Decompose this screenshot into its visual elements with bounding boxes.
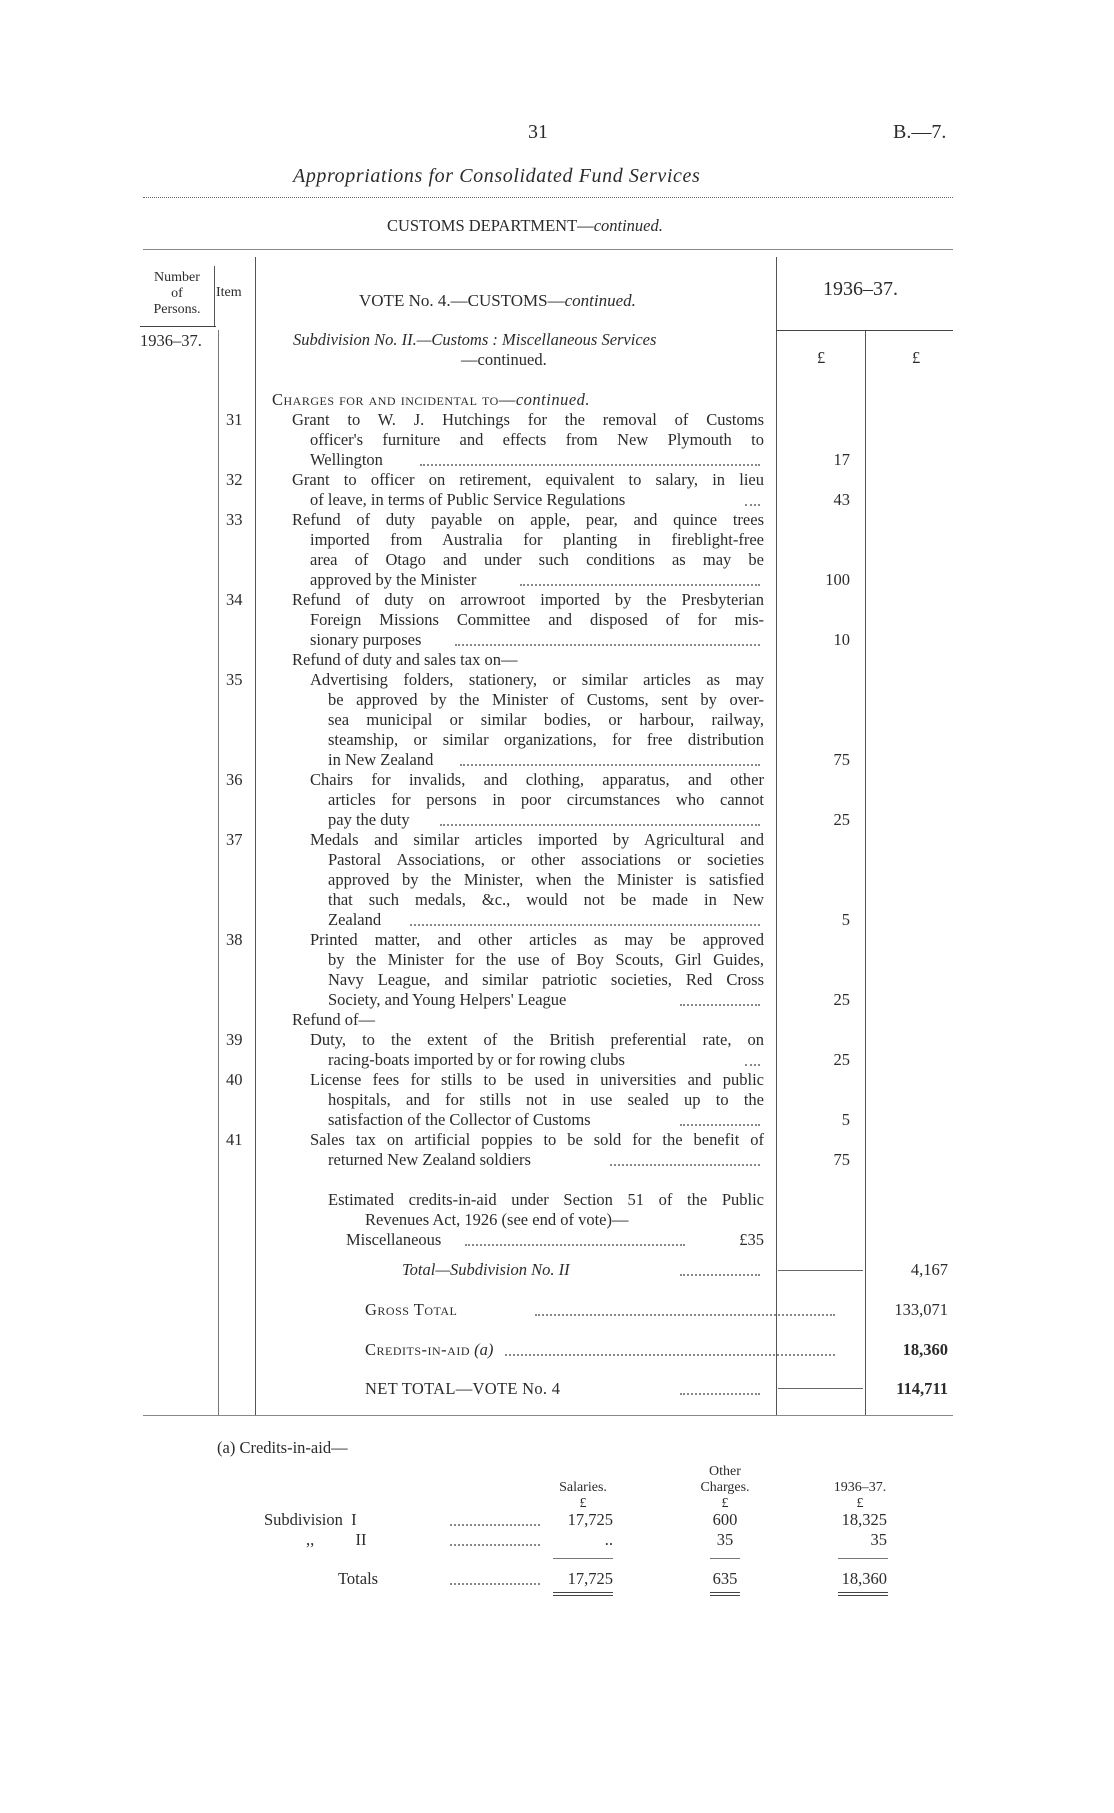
footnote-sum-rule — [838, 1558, 888, 1559]
item-amount: 75 — [833, 1150, 850, 1169]
vote-heading-continued: continued. — [564, 291, 636, 310]
persons-header-line1: Number — [154, 270, 200, 285]
persons-year: 1936–37. — [140, 331, 202, 350]
footnote-totals-year: 18,360 — [841, 1569, 887, 1588]
document-reference: B.—7. — [893, 121, 947, 143]
item-amount: 5 — [841, 910, 850, 929]
leader-dots — [450, 1544, 540, 1546]
footnote-double-rule — [838, 1595, 888, 1596]
estimated-credits-amount: £35 — [739, 1230, 764, 1249]
leader-dots — [535, 1314, 835, 1316]
footnote-totals-salaries: 17,725 — [567, 1569, 613, 1588]
item-text-line: Medals and similar articles imported by Agricultural and — [310, 830, 764, 849]
item-text-line: Zealand — [328, 910, 382, 929]
item-amount: 100 — [825, 570, 850, 589]
page-number: 31 — [528, 121, 548, 143]
footnote-sum-rule — [553, 1558, 613, 1559]
leader-dots — [680, 1004, 760, 1006]
title-rule — [143, 197, 953, 198]
subdivision-heading-line2: —continued. — [461, 350, 547, 369]
leader-dots — [465, 1244, 685, 1246]
item-text-line: pay the duty — [328, 810, 410, 829]
header-top-rule — [143, 249, 953, 250]
item-text-line: approved by the Minister, when the Minister is satisfied — [328, 870, 764, 889]
footnote-row-salaries: .. — [604, 1530, 613, 1549]
item-text-line: racing-boats imported by or for rowing clubs — [328, 1050, 625, 1069]
credits-in-aid-row — [365, 1340, 493, 1360]
item-column-rule-right — [255, 257, 256, 1415]
leader-dots — [450, 1583, 540, 1585]
item-amount: 5 — [841, 1110, 850, 1129]
credits-in-aid-value: 18,360 — [902, 1340, 948, 1359]
item-amount: 75 — [833, 750, 850, 769]
footnote-double-rule — [553, 1592, 613, 1593]
item-amount: 25 — [833, 810, 850, 829]
item-text-line: Printed matter, and other articles as may be approved — [310, 930, 764, 949]
footnote-row-year: 18,325 — [841, 1510, 887, 1529]
leader-dots — [745, 504, 760, 506]
item-text-line: Wellington — [310, 450, 383, 469]
gross-total-label: Gross Total — [365, 1300, 458, 1319]
footnote-currency: £ — [721, 1496, 729, 1511]
footnote-double-rule — [710, 1592, 740, 1593]
item-text-line: officer's furniture and effects from New Plymouth to — [310, 430, 764, 449]
subdivision-total-label: Total—Subdivision No. II — [402, 1260, 570, 1279]
footnote-row-label: ,, II — [306, 1530, 367, 1549]
leader-dots — [450, 1524, 540, 1526]
credits-in-aid-label: Credits-in-aid — [365, 1340, 470, 1359]
footnote-currency: £ — [579, 1496, 587, 1511]
item-text-line: that such medals, &c., would not be made in New — [328, 890, 764, 909]
item-column-rule-left — [218, 330, 219, 1415]
leader-dots — [680, 1124, 760, 1126]
year-heading: 1936–37. — [823, 278, 898, 300]
footnote-col-other-line1: Other — [709, 1464, 741, 1479]
item-text-line: in New Zealand — [328, 750, 434, 769]
amount-column-rule-1 — [776, 257, 777, 1415]
persons-column-rule — [214, 266, 215, 326]
item-text-line: by the Minister for the use of Boy Scouts, Girl Guides, — [328, 950, 764, 969]
item-text-line: Advertising folders, stationery, or similar articles as may — [310, 670, 764, 689]
estimated-credits-line2: Revenues Act, 1926 (see end of vote)— — [365, 1210, 629, 1229]
item-text-line: area of Otago and under such conditions as may be — [310, 550, 764, 569]
item-text-line: Navy League, and similar patriotic societies, Red Cross — [328, 970, 764, 989]
item-text-line: hospitals, and for stills not in use sealed up to the — [328, 1090, 764, 1109]
charges-heading-continued: continued. — [515, 390, 591, 409]
footnote-col-salaries: Salaries. — [559, 1480, 607, 1495]
item-text-line: steamship, or similar organizations, for free distribution — [328, 730, 764, 749]
item-number: 31 — [226, 410, 243, 429]
gross-total-value: 133,071 — [894, 1300, 948, 1319]
item-text-line: Duty, to the extent of the British preferential rate, on — [310, 1030, 764, 1049]
estimated-credits-line3: Miscellaneous — [346, 1230, 442, 1249]
estimated-credits-line1: Estimated credits-in-aid under Section 51 of the Public — [328, 1190, 764, 1209]
leader-dots — [410, 924, 760, 926]
footnote-currency: £ — [856, 1496, 864, 1511]
footnote-double-rule — [838, 1592, 888, 1593]
footnote-col-other-line2: Charges. — [700, 1480, 750, 1495]
footnote-totals-label: Totals — [338, 1569, 379, 1588]
persons-header-line3: Persons. — [153, 302, 201, 317]
leader-dots — [745, 1064, 760, 1066]
item-text-line: Grant to officer on retirement, equivalent to salary, in lieu — [292, 470, 764, 489]
item-number: 40 — [226, 1070, 243, 1089]
refund-heading-duty-and-sales-tax: Refund of duty and sales tax on— — [292, 650, 518, 669]
subdivision-heading-line1: Subdivision No. II.—Customs : Miscellaneous Services — [293, 330, 657, 349]
leader-dots — [460, 764, 760, 766]
leader-dots — [440, 824, 760, 826]
currency-symbol-2: £ — [912, 348, 921, 367]
footnote-sum-rule — [710, 1558, 740, 1559]
item-amount: 43 — [833, 490, 850, 509]
item-number: 36 — [226, 770, 243, 789]
item-text-line: articles for persons in poor circumstances who cannot — [328, 790, 764, 809]
item-number: 32 — [226, 470, 243, 489]
credits-in-aid-note: (a) — [474, 1340, 494, 1359]
footnote-double-rule — [710, 1595, 740, 1596]
vote-heading — [359, 291, 636, 311]
currency-symbol-1: £ — [817, 348, 826, 367]
item-text-line: satisfaction of the Collector of Customs — [328, 1110, 591, 1129]
item-text-line: of leave, in terms of Public Service Regulations — [310, 490, 626, 509]
item-text-line: Society, and Young Helpers' League — [328, 990, 567, 1009]
item-amount: 25 — [833, 990, 850, 1009]
leader-dots — [680, 1393, 760, 1395]
item-number: 34 — [226, 590, 243, 609]
amount-column-rule-2 — [865, 330, 866, 1415]
department-main: CUSTOMS DEPARTMENT— — [387, 216, 594, 235]
item-number: 35 — [226, 670, 243, 689]
leader-dots — [680, 1274, 760, 1276]
item-text-line: approved by the Minister — [310, 570, 477, 589]
item-text-line: License fees for stills to be used in universities and public — [310, 1070, 764, 1089]
net-total-value: 114,711 — [896, 1379, 948, 1398]
net-total-label: NET TOTAL—VOTE No. 4 — [365, 1379, 561, 1398]
item-text-line: Foreign Missions Committee and disposed of for mis- — [310, 610, 764, 629]
item-text-line: imported from Australia for planting in fireblight-free — [310, 530, 764, 549]
footnote-row-salaries: 17,725 — [567, 1510, 613, 1529]
footnote-row-other: 600 — [712, 1510, 738, 1529]
item-amount: 25 — [833, 1050, 850, 1069]
department-continued: continued. — [593, 216, 663, 235]
item-amount: 17 — [833, 450, 850, 469]
footnote-double-rule — [553, 1595, 613, 1596]
leader-dots — [455, 644, 760, 646]
charges-heading-main: Charges for and incidental to— — [272, 390, 516, 409]
item-text-line: Pastoral Associations, or other associations or societies — [328, 850, 764, 869]
item-number: 39 — [226, 1030, 243, 1049]
item-text-line: sea municipal or similar bodies, or harbour, railway, — [328, 710, 764, 729]
item-text-line: Refund of duty on arrowroot imported by the Presbyterian — [292, 590, 764, 609]
persons-header-line2: of — [171, 286, 183, 301]
item-text-line: be approved by the Minister of Customs, sent by over- — [328, 690, 764, 709]
item-text-line: returned New Zealand soldiers — [328, 1150, 531, 1169]
refund-heading: Refund of— — [292, 1010, 375, 1029]
vote-heading-main: VOTE No. 4.—CUSTOMS— — [359, 291, 565, 310]
amount-head-rule — [776, 330, 953, 331]
item-header: Item — [216, 285, 242, 300]
item-amount: 10 — [833, 630, 850, 649]
item-number: 41 — [226, 1130, 243, 1149]
subdivision-total-value: 4,167 — [910, 1260, 948, 1279]
item-number: 33 — [226, 510, 243, 529]
item-number: 38 — [226, 930, 243, 949]
footnote-col-year: 1936–37. — [833, 1480, 887, 1495]
item-text-line: Refund of duty payable on apple, pear, and quince trees — [292, 510, 764, 529]
footnote-totals-other: 635 — [712, 1569, 738, 1588]
leader-dots — [505, 1354, 835, 1356]
subtotal-rule — [778, 1270, 863, 1271]
footnote-heading: (a) Credits-in-aid— — [217, 1438, 348, 1457]
item-text-line: sionary purposes — [310, 630, 422, 649]
table-bottom-rule — [143, 1415, 953, 1416]
item-text-line: Grant to W. J. Hutchings for the removal of Customs — [292, 410, 764, 429]
item-number: 37 — [226, 830, 243, 849]
leader-dots — [610, 1164, 760, 1166]
footnote-row-other: 35 — [716, 1530, 734, 1549]
item-text-line: Chairs for invalids, and clothing, apparatus, and other — [310, 770, 764, 789]
item-text-line: Sales tax on artificial poppies to be sold for the benefit of — [310, 1130, 764, 1149]
department-heading — [387, 216, 663, 236]
footnote-row-label: Subdivision I — [264, 1510, 357, 1529]
leader-dots — [520, 584, 760, 586]
leader-dots — [420, 464, 760, 466]
net-total-rule — [778, 1388, 863, 1389]
persons-head-rule — [140, 326, 216, 327]
page-title: Appropriations for Consolidated Fund Services — [293, 165, 701, 187]
charges-heading — [272, 390, 590, 410]
footnote-row-year: 35 — [870, 1530, 887, 1549]
